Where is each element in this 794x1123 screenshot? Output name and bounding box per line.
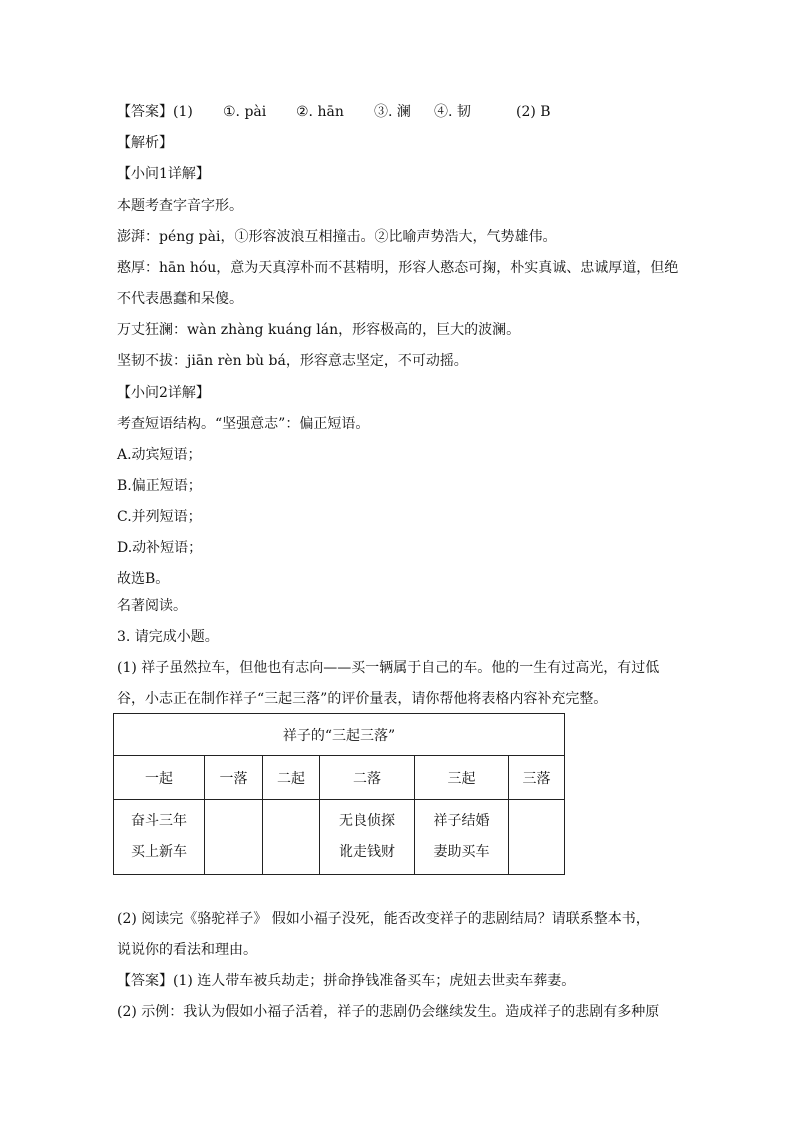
answer-3-line-2: (2) 示例：我认为假如小福子活着，祥子的悲剧仍会继续发生。造成祥子的悲剧有多种原 xyxy=(117,1004,660,1020)
cell-text: 买上新车 xyxy=(131,844,187,860)
answer-1-item-2: ②. hān xyxy=(296,104,344,120)
q3-part1-line-1: (1) 祥子虽然拉车，但他也有志向——买一辆属于自己的车。他的一生有过高光，有过低 xyxy=(117,660,660,676)
q1-line-1: 本题考查字音字形。 xyxy=(117,198,243,214)
question-3-title: 3. 请完成小题。 xyxy=(117,629,219,645)
q2-option-d: D.动补短语； xyxy=(117,540,203,556)
q1-detail-label: 【小问1详解】 xyxy=(117,166,210,182)
answer-1-item-1: ①. pài xyxy=(223,104,267,120)
table-cell xyxy=(320,800,415,875)
q2-line-1: 考查短语结构。“坚强意志”：偏正短语。 xyxy=(117,416,370,432)
q1-line-3: 憨厚：hān hóu，意为天真淳朴而不甚精明，形容人憨态可掬，朴实真诚、忠诚厚道，但绝 xyxy=(117,260,679,276)
evaluation-table xyxy=(113,713,565,875)
q2-detail-label: 【小问2详解】 xyxy=(117,385,210,401)
q2-option-a: A.动宾短语； xyxy=(117,447,202,463)
q1-line-2: 澎湃：péng pài，①形容波浪互相撞击。②比喻声势浩大，气势雄伟。 xyxy=(117,229,557,245)
q2-option-b: B.偏正短语； xyxy=(117,478,202,494)
table-cell xyxy=(114,800,205,875)
table-header: 一起 xyxy=(114,756,205,800)
cell-text: 讹走钱财 xyxy=(339,844,395,860)
answer-1-part-2: (2) B xyxy=(516,104,551,120)
q2-conclusion: 故选B。 xyxy=(117,571,170,587)
answer-1-row xyxy=(117,102,551,122)
q1-line-4: 不代表愚蠢和呆傻。 xyxy=(117,291,243,307)
q1-line-6: 坚韧不拔：jiān rèn bù bá，形容意志坚定，不可动摇。 xyxy=(117,353,468,369)
cell-text: 妻助买车 xyxy=(433,844,490,860)
table-cell-blank[interactable] xyxy=(263,800,320,875)
q3-part2-line-1: (2) 阅读完《骆驼祥子》 假如小福子没死，能否改变祥子的悲剧结局？请联系整本书， xyxy=(117,911,650,927)
answer-1-item-3: ③. 澜 xyxy=(374,104,411,120)
q3-part2-line-2: 说说你的看法和理由。 xyxy=(117,942,257,958)
answer-1-label: 【答案】(1) xyxy=(117,104,193,120)
table-cell xyxy=(415,800,509,875)
cell-text: 祥子结婚 xyxy=(433,813,490,829)
q2-option-c: C.并列短语； xyxy=(117,509,202,525)
cell-text: 奋斗三年 xyxy=(131,813,187,829)
q3-part1-line-2: 谷，小志正在制作祥子“三起三落”的评价量表，请你帮他将表格内容补充完整。 xyxy=(117,691,608,707)
section-title: 名著阅读。 xyxy=(117,598,187,614)
table-header: 二起 xyxy=(263,756,320,800)
table-title: 祥子的“三起三落” xyxy=(114,714,565,756)
table-header: 三起 xyxy=(415,756,509,800)
answer-1-item-4: ④. 韧 xyxy=(434,104,471,120)
table-header: 一落 xyxy=(205,756,263,800)
answer-3-line-1: 【答案】(1) 连人带车被兵劫走；拼命挣钱准备买车；虎妞去世卖车葬妻。 xyxy=(117,973,576,989)
cell-text: 无良侦探 xyxy=(339,813,395,829)
table-cell-blank[interactable] xyxy=(509,800,565,875)
table-cell-blank[interactable] xyxy=(205,800,263,875)
q1-line-5: 万丈狂澜：wàn zhàng kuáng lán，形容极高的，巨大的波澜。 xyxy=(117,322,521,338)
table-header: 二落 xyxy=(320,756,415,800)
analysis-label: 【解析】 xyxy=(117,135,173,151)
table-header: 三落 xyxy=(509,756,565,800)
